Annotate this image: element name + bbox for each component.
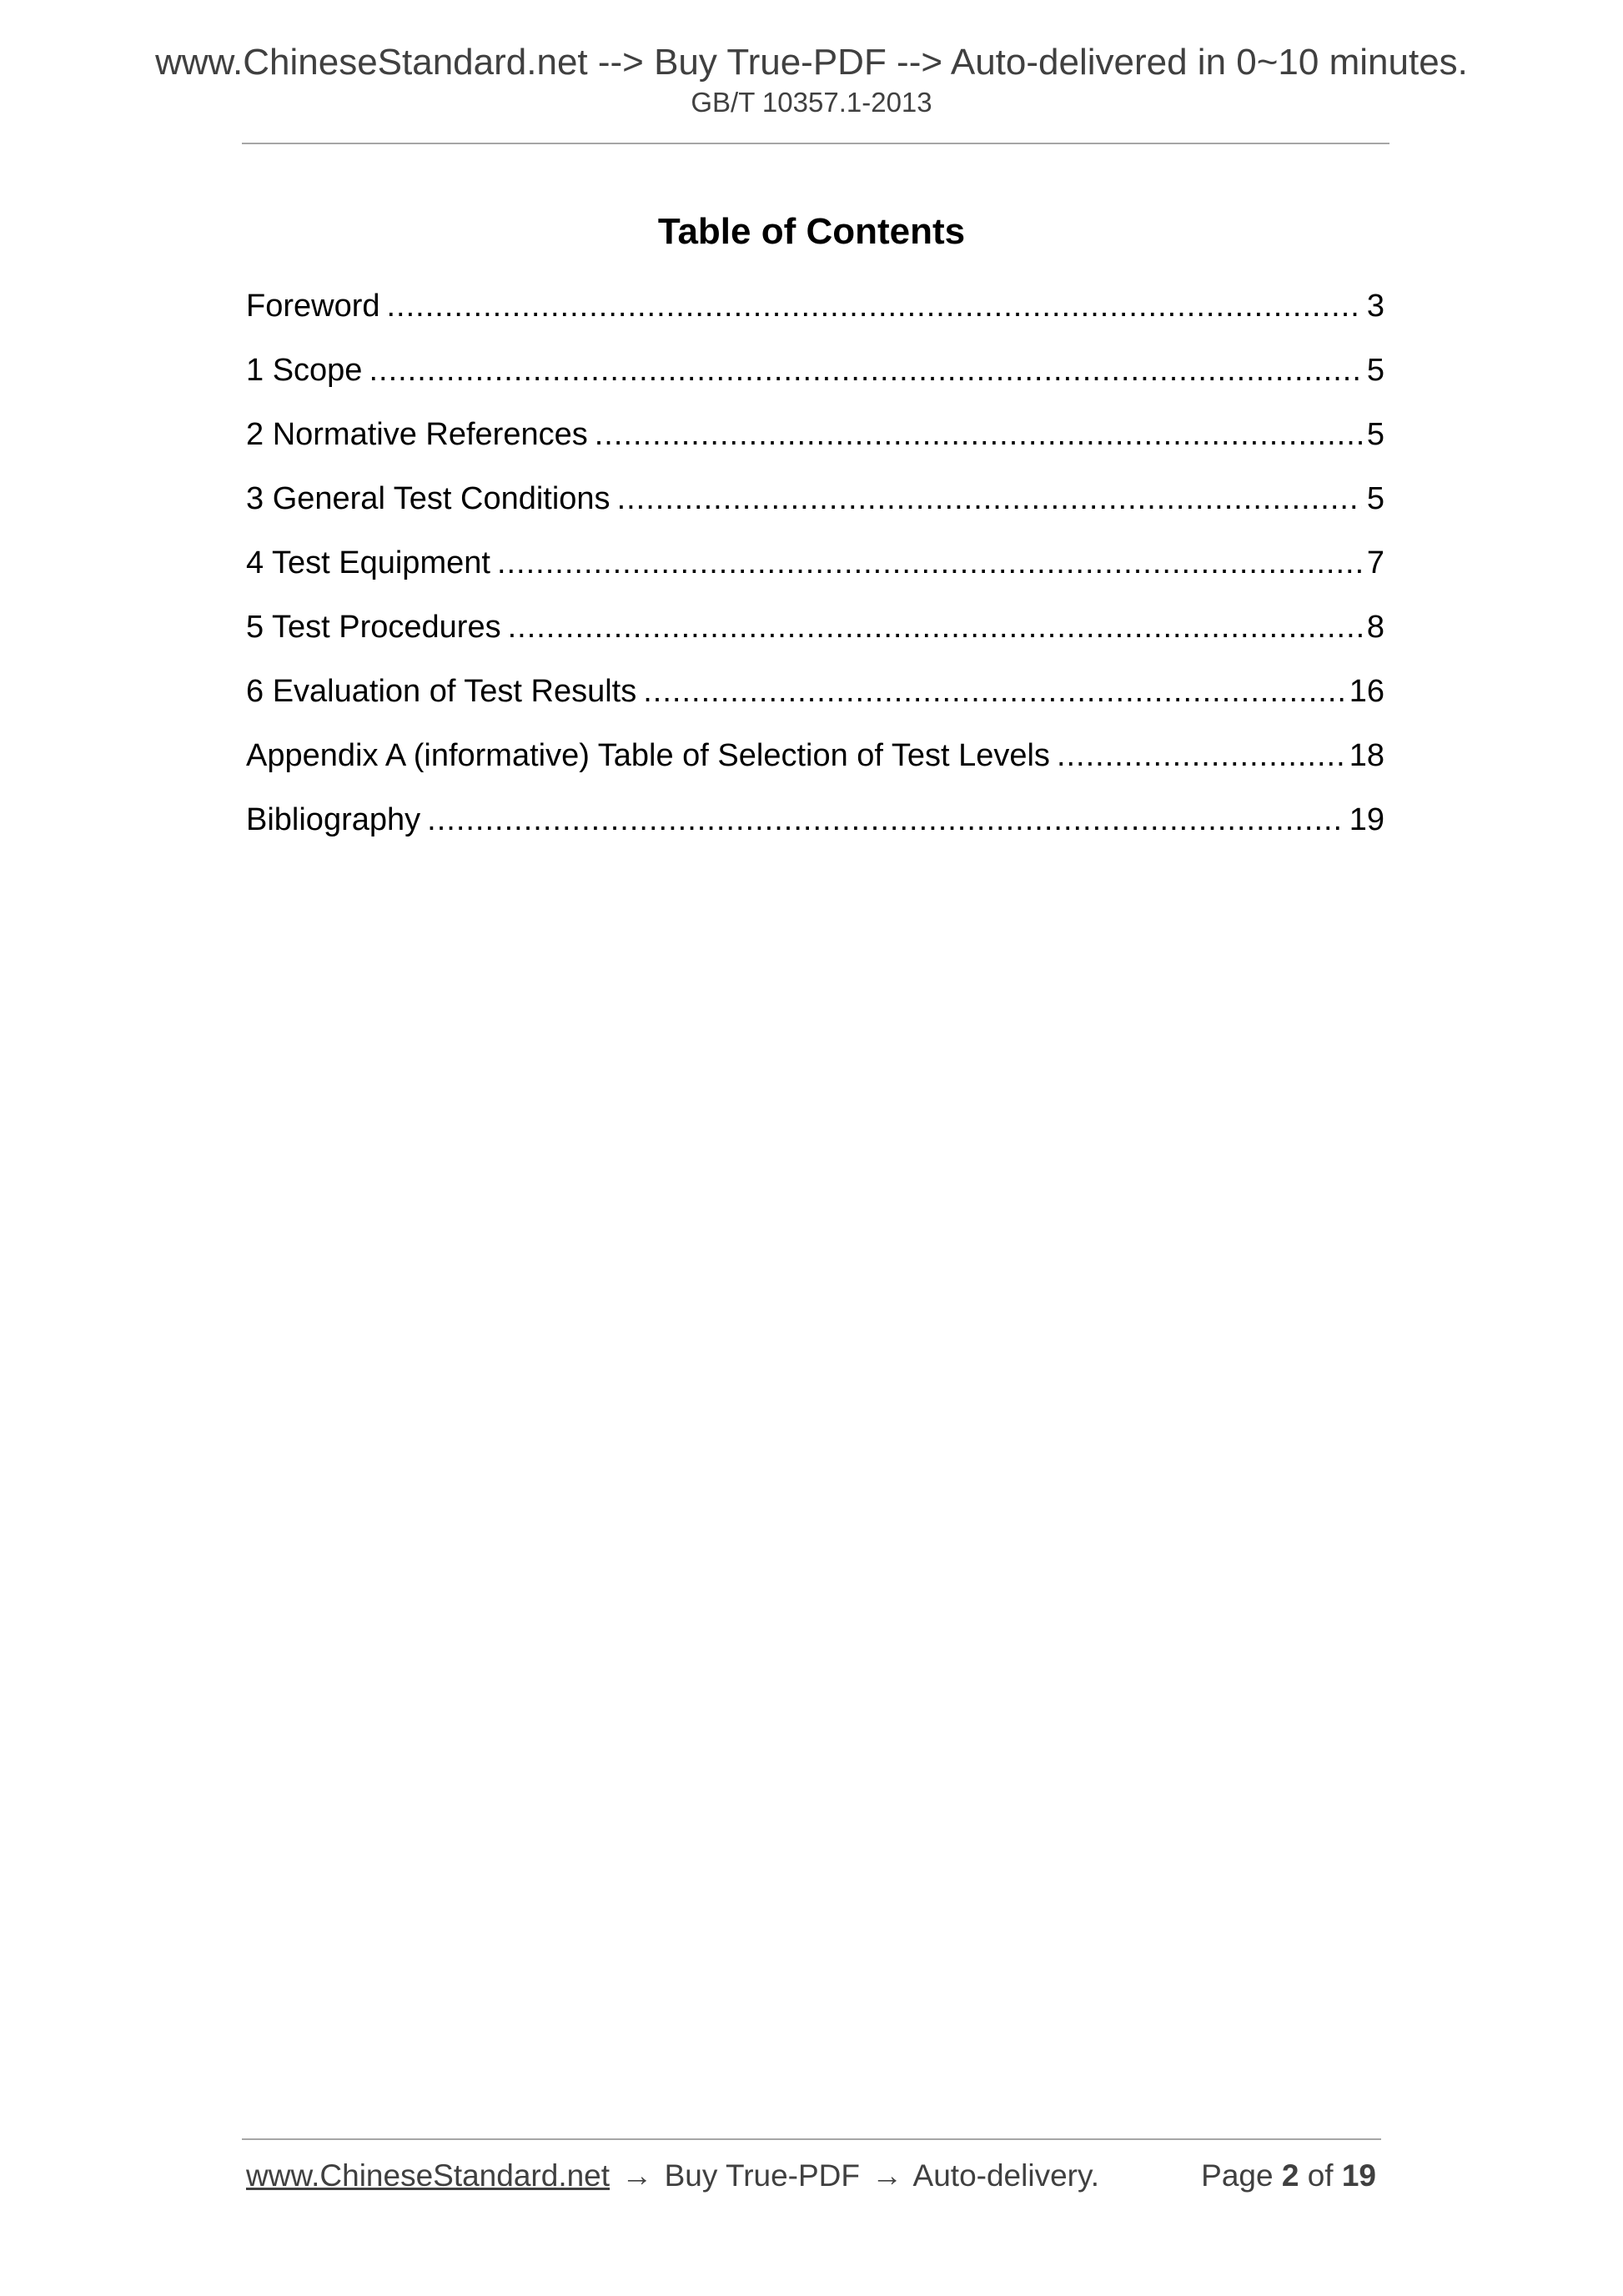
toc-entry-page: 16 [1349,674,1384,709]
toc-entry-label: Foreword [246,289,380,324]
toc-entry-normative-references[interactable] [246,417,1384,481]
toc-entry-label: Appendix A (informative) Table of Selection of Test Levels [246,738,1050,773]
toc-entry-test-procedures[interactable] [246,610,1384,674]
footer-delivery-text: Auto-delivery. [912,2158,1100,2193]
page-indicator [1201,2158,1376,2193]
toc-entry-label: Bibliography [246,802,421,837]
toc-entry-page: 19 [1349,802,1384,837]
toc-entry-page: 8 [1366,610,1384,645]
toc-entry-page: 18 [1349,738,1384,773]
toc-list [246,289,1384,867]
footer-buy-text: Buy True-PDF [664,2158,861,2193]
page-word: Page [1201,2158,1274,2193]
footer-promo [246,2158,1099,2193]
toc-entry-label: 2 Normative References [246,417,588,452]
toc-dot-leader [387,289,1362,324]
toc-dot-leader [1057,738,1344,774]
right-arrow-icon: → [872,2158,903,2193]
standard-code: GB/T 10357.1-2013 [691,87,932,118]
top-banner: www.ChineseStandard.net --> Buy True-PDF --> Auto-delivered in 0~10 minutes. [155,42,1468,83]
current-page-number: 2 [1281,2158,1299,2193]
toc-entry-evaluation-of-test-results[interactable] [246,674,1384,738]
footer-divider [242,2138,1381,2140]
toc-title: Table of Contents [657,211,966,252]
header-divider [242,143,1389,144]
of-word: of [1307,2158,1334,2193]
toc-dot-leader [643,674,1344,710]
total-pages-number: 19 [1341,2158,1376,2193]
toc-entry-page: 5 [1366,353,1384,388]
toc-dot-leader [508,610,1362,646]
toc-entry-page: 3 [1366,289,1384,324]
toc-entry-label: 4 Test Equipment [246,545,490,580]
toc-entry-label: 6 Evaluation of Test Results [246,674,637,709]
toc-dot-leader [595,417,1362,453]
toc-entry-page: 7 [1366,545,1384,580]
footer-site-link[interactable]: www.ChineseStandard.net [246,2158,611,2193]
toc-dot-leader [617,481,1362,517]
toc-dot-leader [497,545,1362,581]
toc-entry-page: 5 [1366,481,1384,516]
toc-entry-label: 5 Test Procedures [246,610,501,645]
toc-entry-label: 1 Scope [246,353,363,388]
toc-dot-leader [427,802,1344,838]
right-arrow-icon: → [621,2158,653,2193]
toc-dot-leader [369,353,1361,389]
toc-entry-label: 3 General Test Conditions [246,481,611,516]
toc-entry-test-equipment[interactable] [246,545,1384,610]
toc-entry-bibliography[interactable] [246,802,1384,867]
toc-entry-general-test-conditions[interactable] [246,481,1384,545]
toc-entry-scope[interactable] [246,353,1384,417]
toc-entry-foreword[interactable] [246,289,1384,353]
toc-entry-page: 5 [1366,417,1384,452]
toc-entry-appendix-a[interactable] [246,738,1384,802]
